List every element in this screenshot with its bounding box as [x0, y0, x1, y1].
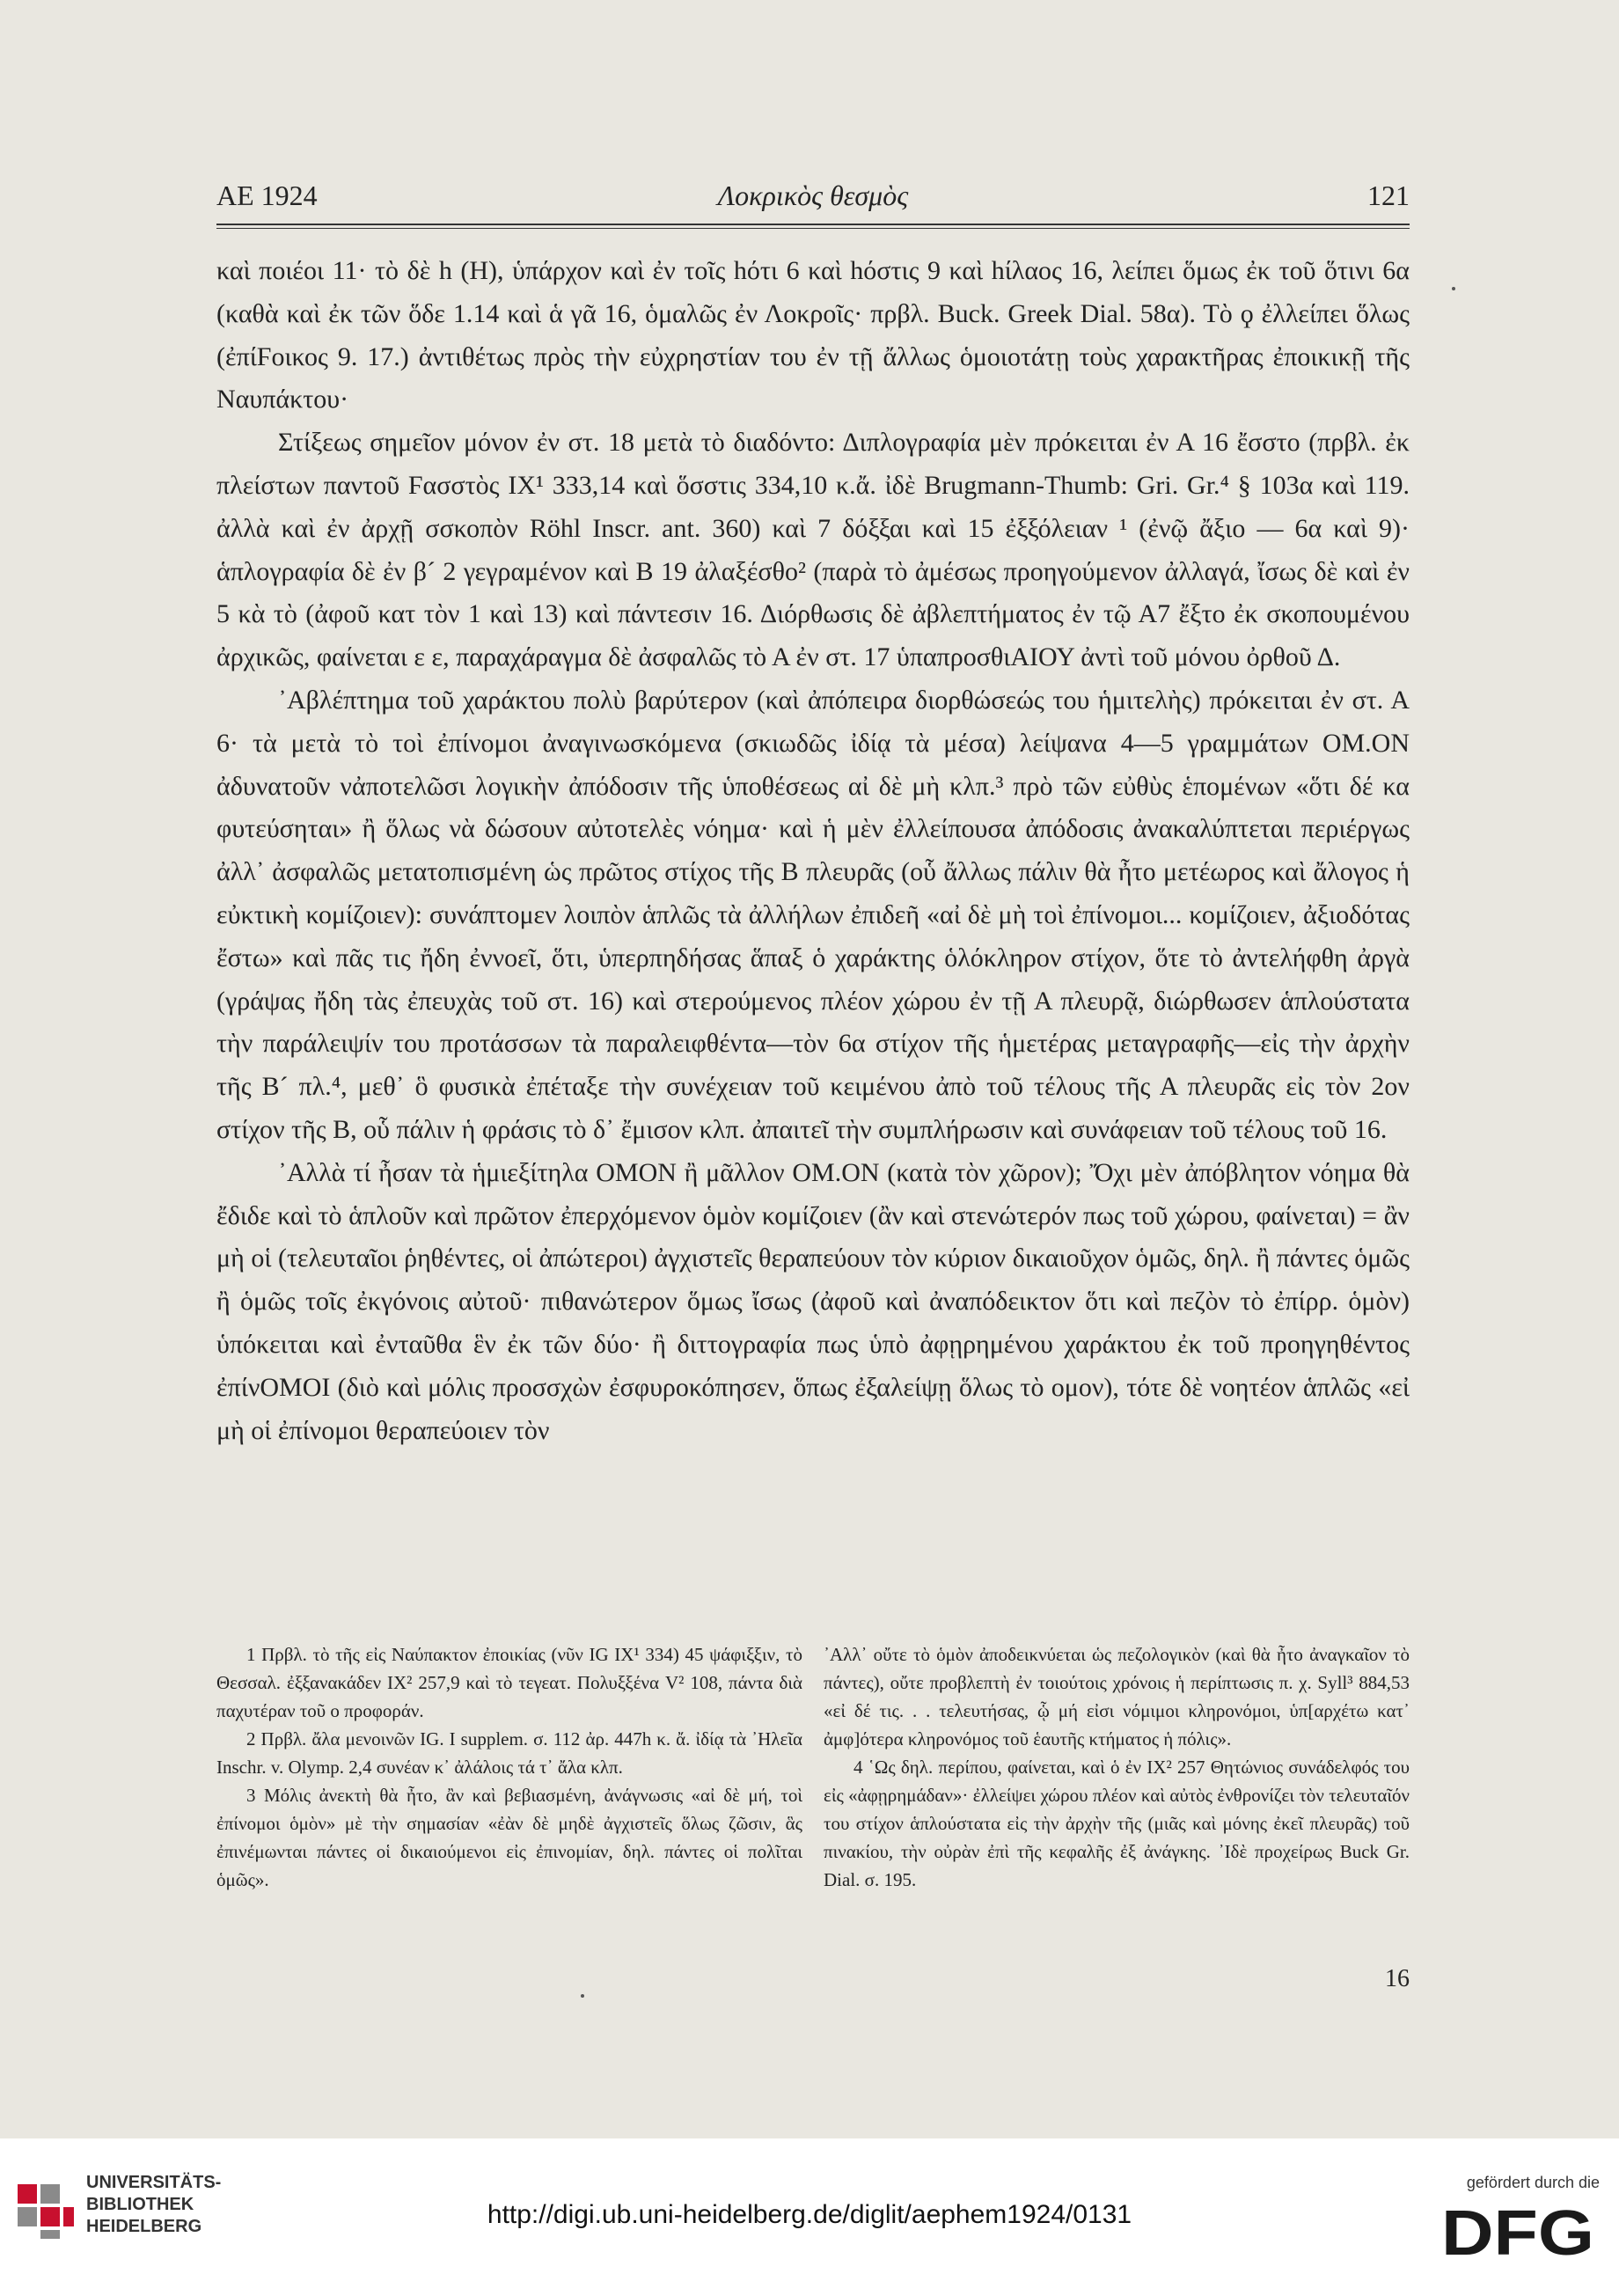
- dfg-logo-icon: [1441, 2200, 1598, 2260]
- main-text: [216, 250, 1410, 1452]
- footnote-3: 3 Μόλις ἀνεκτὴ θὰ ἦτο, ἂν καὶ βεβιασμένη, ἀνάγνωσις «αἰ δὲ μή, τοὶ ἐπίνομοι ὁμὸν» μὲ τὴν σημασίαν «ἐὰν δὲ μηδὲ ἀγχιστεῖς ὅλως ζῶσιν, ἃς ἐπινέμωνται πάντες οἱ δικαιούμενοι εἰς ἐπινομίαν, δηλ. πάντες οἱ πολῖται ὁμῶς».: [216, 1785, 802, 1890]
- footnote-2: 2 Πρβλ. ἄλα μενοινῶν IG. I supplem. σ. 112 ἀρ. 447h κ. ἄ. ἰδίᾳ τὰ ᾿Ηλεῖα Inschr. v. Olymp. 2,4 συνέαν κ᾿ ἀλάλοις τά τ᾿ ἄλα κλπ.: [216, 1728, 802, 1778]
- footnote-1: 1 Πρβλ. τὸ τῆς εἰς Ναύπακτον ἐποικίας (νῦν IG IX¹ 334) 45 ψάφιξξιν, τὸ Θεσσαλ. ἐξξανακάδεν IX² 257,9 καὶ τὸ τεγεατ. Πολυξξένα V² 108, πάντα διὰ παχυτέραν τοῦ ο προφοράν.: [216, 1644, 802, 1721]
- running-header: [216, 180, 1410, 215]
- footnote-3-continuation: ᾿Αλλ᾿ οὔτε τὸ ὁμὸν ἀποδεικνύεται ὡς πεζολογικὸν (καὶ θὰ ἦτο ἀναγκαῖον τὸ πάντες), οὔτε προβλεπτὴ ἐν τοιούτοις χρόνοις ἡ περίπτωσις π. χ. Syll³ 884,53 «εἰ δέ τις. . . τελευτήσας, ᾧ μή εἰσι νόμιμοι κληρονόμοι, ὑπ[αρχέτω κατ᾿ ἀμφ]ότερα κληρονόμος τοῦ ἑαυτῆς κτήματος ἡ πόλις».: [824, 1644, 1410, 1750]
- header-title: Λοκρικὸς θεσμὸς: [717, 180, 909, 211]
- page-number: 121: [1367, 180, 1410, 211]
- source-url-link[interactable]: http://digi.ub.uni-heidelberg.de/diglit/aephem1924/0131: [487, 2200, 1132, 2229]
- speck-mark: [1452, 287, 1455, 290]
- speck-mark: [581, 1994, 584, 1998]
- footnotes-left-column: [216, 1640, 802, 1894]
- header-left: ΑΕ 1924: [216, 180, 318, 211]
- header-rule-bottom: [216, 228, 1410, 229]
- footnote-4: 4 ῾Ως δηλ. περίπου, φαίνεται, καὶ ὁ ἐν IX² 257 Θητώνιος συνάδελφός του εἰς «ἀφῃρημάδαν»· ἐλλείψει χώρου πλέον καὶ αὐτὸς ἐνθρονίζει τὸν τελευταῖόν του στίχον ἁπλούστατα εἰς τὴν ἀρχὴν τῆς (μιᾶς καὶ μόνης ἐκεῖ πλευρᾶς) τοῦ πινακίου, τὴν οὐρὰν ἐπὶ τῆς κεφαλῆς ἐξ ἀνάγκης. ᾿Ιδὲ προχείρως Buck Gr. Dial. σ. 195.: [824, 1757, 1410, 1890]
- paragraph-3: ᾿Αβλέπτημα τοῦ χαράκτου πολὺ βαρύτερον (καὶ ἀπόπειρα διορθώσεώς του ἡμιτελὴς) πρόκειται ἐν στ. Α 6· τὰ μετὰ τὸ τοὶ ἐπίνομοι ἀναγινωσκόμενα (σκιωδῶς ἰδίᾳ τὰ μέσα) λείψανα 4—5 γραμμάτων ΟΜ.ΟΝ ἀδυνατοῦν νἀποτελῶσι λογικὴν ἀπόδοσιν τῆς ὑποθέσεως αἰ δὲ μὴ κλπ.³ πρὸ τῶν εὐθὺς ἑπομένων «ὅτι δέ κα φυτεύσηται» ἢ ὅλως νὰ δώσουν αὐτοτελὲς νόημα· καὶ ἡ μὲν ἐλλείπουσα ἀπόδοσις ἀνακαλύπτεται περιέργως ἀλλ᾿ ἀσφαλῶς μετατοπισμένη ὡς πρῶτος στίχος τῆς Β πλευρᾶς (οὗ ἄλλως πάλιν θὰ ἦτο μετέωρος καὶ ἄλογος ἡ εὐκτικὴ κομίζοιεν): συνάπτομεν λοιπὸν ἁπλῶς τὰ ἀλλήλων ἐπιδεῆ «αἰ δὲ μὴ τοὶ ἐπίνομοι... κομίζοιεν, ἀξιοδότας ἔστω» καὶ πᾶς τις ἤδη ἐννοεῖ, ὅτι, ὑπερπηδήσας ἅπαξ ὁ χαράκτης ὁλόκληρον στίχον, ὅτε τὸ ἀντελήφθη ἀργὰ (γράψας ἤδη τὰς ἐπευχὰς τοῦ στ. 16) καὶ στερούμενος πλέον χώρου ἐν τῇ Α πλευρᾷ, διώρθωσεν ἁπλούστατα τὴν παράλειψίν του προτάσσων τὰ παραλειφθέντα—τὸν 6α στίχον τῆς ἡμετέρας μεταγραφῆς—εἰς τὴν ἀρχὴν τῆς Β´ πλ.⁴, μεθ᾿ ὃ φυσικὰ ἐπέταξε τὴν συνέχειαν τοῦ κειμένου ἀπὸ τοῦ τέλους τῆς Α πλευρᾶς εἰς τὸν 2ον στίχον τῆς Β, οὗ πάλιν ἡ φράσις τὸ δ᾿ ἔμισον κλπ. ἀπαιτεῖ τὴν συμπλήρωσιν καὶ συνάφειαν τοῦ τέλους τοῦ 16.: [216, 685, 1410, 1144]
- paragraph-4: ᾿Αλλὰ τί ἦσαν τὰ ἡμιεξίτηλα ΟΜΟΝ ἢ μᾶλλον ΟΜ.ΟΝ (κατὰ τὸν χῶρον); Ὄχι μὲν ἀπόβλητον νόημα θὰ ἔδιδε καὶ τὸ ἁπλοῦν καὶ πρῶτον ἐπερχόμενον ὁμὸν κομίζοιεν (ἂν καὶ στενώτερόν πως τοῦ χώρου, φαίνεται) = ἂν μὴ οἱ (τελευταῖοι ῥηθέντες, οἱ ἀπώτεροι) ἀγχιστεῖς θεραπεύουν τὸν κύριον δικαιοῦχον ὁμῶς, δηλ. ἢ πάντες ὁμῶς ἢ ὁμῶς τοῖς ἐκγόνοις αὐτοῦ· πιθανώτερον ὅμως ἴσως (ἀφοῦ καὶ ἀναπόδεικτον ὅτι καὶ πεζὸν τὸ ἐπίρρ. ὁμὸν) ὑπόκειται καὶ ἐνταῦθα ἓν ἐκ τῶν δύο· ἢ διττογραφία πως ὑπὸ ἀφῃρημένου χαράκτου ἐκ τοῦ προηγηθέντος ἐπίνΟΜΟΙ (διὸ καὶ μόλις προσσχὼν ἐσφυροκόπησεν, ὅπως ἐξαλείψῃ ὅλως τὸ ομον), τότε δὲ νοητέον ἁπλῶς «εἰ μὴ οἱ ἐπίνομοι θεραπεύοιεν τὸν: [216, 1157, 1410, 1445]
- paragraph-1: καὶ ποιέοι 11· τὸ δὲ h (Η), ὑπάρχον καὶ ἐν τοῖς hότι 6 καὶ hόστις 9 καὶ hίλαος 16, λείπει ὅμως ἐκ τοῦ ὅτινι 6α (καθὰ καὶ ἐκ τῶν ὅδε 1.14 καὶ ἁ γᾶ 16, ὁμαλῶς ἐν Λοκροῖς· πρβλ. Buck. Greek Dial. 58α). Τὸ ϙ ἐλλείπει ὅλως (ἐπίϜοικος 9. 17.) ἀντιθέτως πρὸς τὴν εὐχρηστίαν του ἐν τῇ ἄλλως ὁμοιοτάτῃ τοὺς χαρακτῆρας ἐποικικῇ τῆς Ναυπάκτου·: [216, 256, 1410, 414]
- svg-text:DFG: DFG: [1441, 2200, 1594, 2260]
- signature-mark: 16: [1385, 1965, 1410, 1992]
- header-rule-top: [216, 224, 1410, 225]
- paragraph-2: Στίξεως σημεῖον μόνον ἐν στ. 18 μετὰ τὸ διαδόντο: Διπλογραφία μὲν πρόκειται ἐν Α 16 ἔσστο (πρβλ. ἐκ πλείστων παντοῦ Ϝασστὸς IX¹ 333,14 καὶ ὅσστις 334,10 κ.ἄ. ἰδὲ Brugmann-Thumb: Gri. Gr.⁴ § 103α καὶ 119. ἀλλὰ καὶ ἐν ἀρχῇ σσκοπὸν Röhl Inscr. ant. 360) καὶ 7 δόξξαι καὶ 15 ἐξξόλειαν ¹ (ἐνῷ ἄξιο — 6α καὶ 9)· ἁπλογραφία δὲ ἐν β´ 2 γεγραμένον καὶ Β 19 ἀλαξέσθο² (παρὰ τὸ ἀμέσως προηγούμενον ἀλλαγά, ἴσως δὲ καὶ ἐν 5 κὰ τὸ (ἀφοῦ κατ τὸν 1 καὶ 13) καὶ πάντεσιν 16. Διόρθωσις δὲ ἀβλεπτήματος ἐν τῷ Α7 ἔξτο ἐκ σκοπουμένου ἀρχικῶς, φαίνεται ε ε, παραχάραγμα δὲ ἀσφαλῶς τὸ Α ἐν στ. 17 ὑπαπροσθιΑΙΟΥ ἀντὶ τοῦ μόνου ὀρθοῦ Δ.: [216, 428, 1410, 672]
- footnotes-right-column: [824, 1640, 1410, 1894]
- library-name: UNIVERSITÄTS- BIBLIOTHEK HEIDELBERG: [86, 2173, 222, 2236]
- funding-label: gefördert durch die: [1466, 2174, 1600, 2191]
